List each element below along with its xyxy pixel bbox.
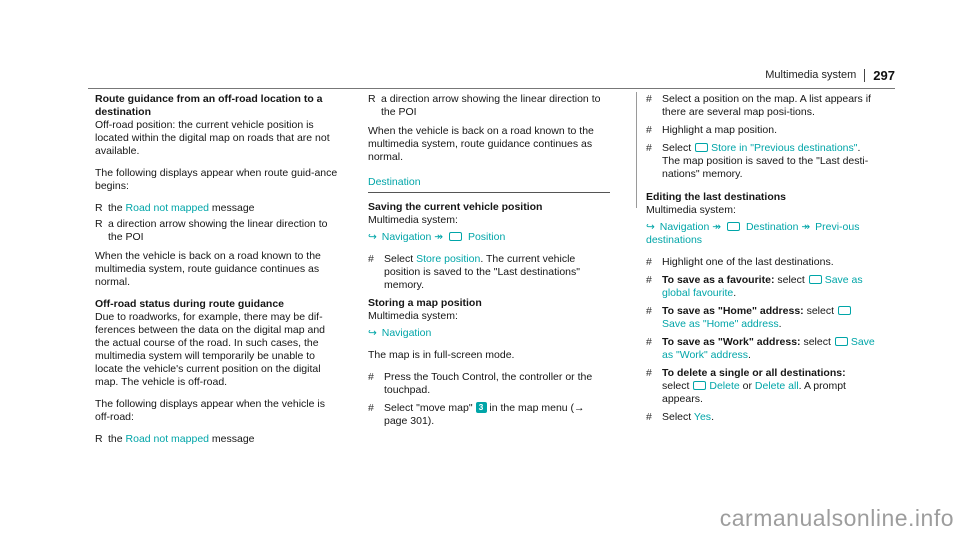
- text: Select a position on the map.: [662, 93, 798, 105]
- step-description: A prompt appears.: [662, 380, 846, 405]
- step-text: [662, 367, 875, 406]
- step-text: Press the Touch Control, the controller or the touchpad.: [384, 371, 593, 396]
- step-marker: #: [646, 256, 652, 268]
- text: or: [739, 380, 755, 392]
- step-delete-destinations: [646, 367, 875, 406]
- position-key-icon: [449, 232, 462, 241]
- step-text: [662, 411, 875, 424]
- step-select-move-map: [368, 402, 610, 428]
- column-divider: [636, 92, 637, 208]
- step-save-home-address: [646, 305, 875, 331]
- link-road-not-mapped[interactable]: Road not mapped: [125, 433, 209, 445]
- nav-separator-icon: ↠: [712, 221, 722, 233]
- step-description: The current vehicle position is saved to the "Last destinations" memory.: [384, 253, 580, 291]
- paragraph: When the vehicle is back on a road known to the multimedia system, route guidance continues as normal.: [95, 250, 321, 288]
- link-save-global-favourite[interactable]: Save as global favourite: [662, 274, 863, 299]
- step-text: [662, 274, 875, 300]
- text: select: [800, 336, 834, 348]
- store-softkey-icon: [695, 143, 708, 152]
- text: .: [798, 380, 802, 392]
- step-text: Highlight one of the last destinations.: [662, 256, 834, 268]
- nav-item-navigation[interactable]: Navigation: [381, 327, 432, 339]
- nav-path-position: [368, 231, 610, 244]
- nav-start-arrow-icon: ↪: [368, 231, 377, 243]
- step-store-position: [368, 253, 610, 292]
- callout-3-icon[interactable]: 3: [476, 402, 487, 413]
- paragraph: The map is in full-screen mode.: [368, 349, 515, 361]
- step-marker: #: [368, 253, 374, 265]
- bullet-direction-arrow: [368, 93, 610, 119]
- text: select: [803, 305, 837, 317]
- text: select: [662, 380, 693, 392]
- step-marker: #: [646, 124, 652, 136]
- text: Select: [662, 411, 694, 423]
- header-page-number: 297: [873, 68, 895, 83]
- link-store-position[interactable]: Store position: [416, 253, 481, 265]
- step-marker: #: [646, 93, 652, 105]
- bullet-text: a direction arrow showing the linear direction to the POI: [108, 218, 328, 243]
- text: Select "move map": [384, 402, 476, 414]
- heading-editing-last-destinations: Editing the last destinations: [646, 191, 787, 203]
- nav-item-navigation[interactable]: Navigation: [659, 221, 710, 233]
- step-press-touch-control: [368, 371, 610, 397]
- nav-path-destination: [646, 221, 875, 247]
- step-lead: To save as a favourite:: [662, 274, 775, 286]
- multimedia-system-label: Multimedia system:: [368, 310, 458, 322]
- text: .: [711, 411, 714, 423]
- text: .: [748, 349, 751, 361]
- multimedia-system-label: Multimedia system:: [368, 214, 458, 226]
- paragraph: Due to roadworks, for example, there may be dif-ferences between the data on the digital map and the actual course of the road. In such cases, the multimedia system will temporarily be unable to locate the vehicle's current position on the digital map. The vehicle is off-road.: [95, 311, 325, 388]
- text: the: [108, 433, 126, 445]
- nav-item-destination[interactable]: Destination: [745, 221, 799, 233]
- step-marker: #: [646, 305, 652, 317]
- paragraph: The following displays appear when the vehicle is off-road:: [95, 398, 325, 423]
- step-select-yes: [646, 411, 875, 424]
- link-road-not-mapped[interactable]: Road not mapped: [125, 202, 209, 214]
- nav-separator-icon: ↠: [801, 221, 811, 233]
- page-header: [765, 69, 895, 82]
- step-text: [384, 253, 610, 292]
- step-text: Highlight a map position.: [662, 124, 777, 136]
- text: the: [108, 202, 126, 214]
- link-save-work-address[interactable]: Save as "Work" address: [662, 336, 875, 361]
- step-marker: #: [646, 411, 652, 423]
- step-description: The map position is saved to the "Last desti-nations" memory.: [662, 155, 869, 180]
- bullet-road-not-mapped: [95, 433, 340, 446]
- bullet-road-not-mapped: [95, 202, 340, 215]
- text: .: [857, 142, 861, 154]
- text: .: [480, 253, 484, 265]
- column-3: [646, 93, 875, 429]
- step-text: [662, 305, 875, 331]
- favourite-softkey-icon: [809, 275, 822, 284]
- heading-offroad-route-guidance: Route guidance from an off-road location to a destination: [95, 93, 323, 118]
- step-marker: #: [368, 402, 374, 414]
- bullet-list: [95, 202, 340, 244]
- nav-start-arrow-icon: ↪: [368, 327, 377, 339]
- home-softkey-icon: [838, 306, 851, 315]
- step-lead: To save as "Work" address:: [662, 336, 801, 348]
- step-text: [662, 336, 875, 362]
- step-marker: #: [646, 142, 652, 154]
- link-yes[interactable]: Yes: [693, 411, 712, 423]
- text: .: [778, 318, 782, 330]
- nav-path-navigation: [368, 327, 610, 340]
- bullet-marker: R: [95, 218, 103, 230]
- bullet-direction-arrow: [95, 218, 340, 244]
- heading-storing-map-position: Storing a map position: [368, 297, 482, 309]
- column-1: [95, 93, 340, 449]
- bullet-text: a direction arrow showing the linear direction to the POI: [381, 93, 601, 118]
- bullet-text: [108, 433, 255, 446]
- text: in the map menu (→ page 301).: [384, 402, 585, 427]
- bullet-marker: R: [95, 433, 103, 445]
- text: message: [209, 202, 255, 214]
- step-lead: To save as "Home" address:: [662, 305, 804, 317]
- nav-item-position[interactable]: Position: [467, 231, 506, 243]
- text: Select: [384, 253, 417, 265]
- step-select-map-position: [646, 93, 875, 119]
- nav-item-previous-destinations[interactable]: Previ-ous destinations: [646, 221, 860, 246]
- watermark: carmanualsonline.info: [719, 505, 954, 531]
- nav-start-arrow-icon: ↪: [646, 221, 655, 233]
- step-description: A list appears if there are several map posi-tions.: [662, 93, 871, 118]
- header-rule: [88, 88, 895, 89]
- paragraph: Off-road position: the current vehicle position is located within the digital map on roads that are not available.: [95, 119, 330, 157]
- text: message: [209, 433, 255, 445]
- step-highlight-last-destination: [646, 256, 875, 269]
- multimedia-system-label: Multimedia system:: [646, 204, 736, 216]
- link-delete-all[interactable]: Delete all: [754, 380, 799, 392]
- nav-separator-icon: ↠: [434, 231, 444, 243]
- heading-saving-current-position: Saving the current vehicle position: [368, 201, 543, 213]
- bullet-marker: R: [368, 93, 376, 105]
- nav-item-navigation[interactable]: Navigation: [381, 231, 432, 243]
- header-divider: [864, 69, 865, 82]
- heading-offroad-status: Off-road status during route guidance: [95, 298, 285, 310]
- step-highlight-map-position: [646, 124, 875, 137]
- work-softkey-icon: [835, 337, 848, 346]
- paragraph: The following displays appear when route guid-ance begins:: [95, 167, 338, 192]
- step-save-work-address: [646, 336, 875, 362]
- header-section-title: Multimedia system: [765, 69, 857, 81]
- step-marker: #: [646, 336, 652, 348]
- step-text: [662, 142, 875, 181]
- paragraph: When the vehicle is back on a road known to the multimedia system, route guidance continues as normal.: [368, 125, 594, 163]
- step-marker: #: [368, 371, 374, 383]
- step-text: [384, 402, 610, 428]
- step-lead: To delete a single or all destinations:: [662, 367, 846, 379]
- step-save-favourite: [646, 274, 875, 300]
- step-text: [662, 93, 875, 119]
- step-store-previous-destinations: [646, 142, 875, 181]
- section-heading-destination: Destination: [368, 176, 610, 193]
- text: .: [733, 287, 737, 299]
- bullet-marker: R: [95, 202, 103, 214]
- link-store-previous-destinations[interactable]: Store in "Previous destinations": [711, 142, 858, 154]
- destination-flag-icon: [727, 222, 740, 231]
- text: select: [774, 274, 808, 286]
- step-marker: #: [646, 367, 652, 379]
- text: Select: [662, 142, 695, 154]
- delete-softkey-icon: [693, 381, 706, 390]
- column-2: [368, 93, 610, 433]
- bullet-text: [108, 202, 255, 215]
- link-delete[interactable]: Delete: [709, 380, 740, 392]
- step-marker: #: [646, 274, 652, 286]
- link-save-home-address[interactable]: Save as "Home" address: [662, 318, 779, 330]
